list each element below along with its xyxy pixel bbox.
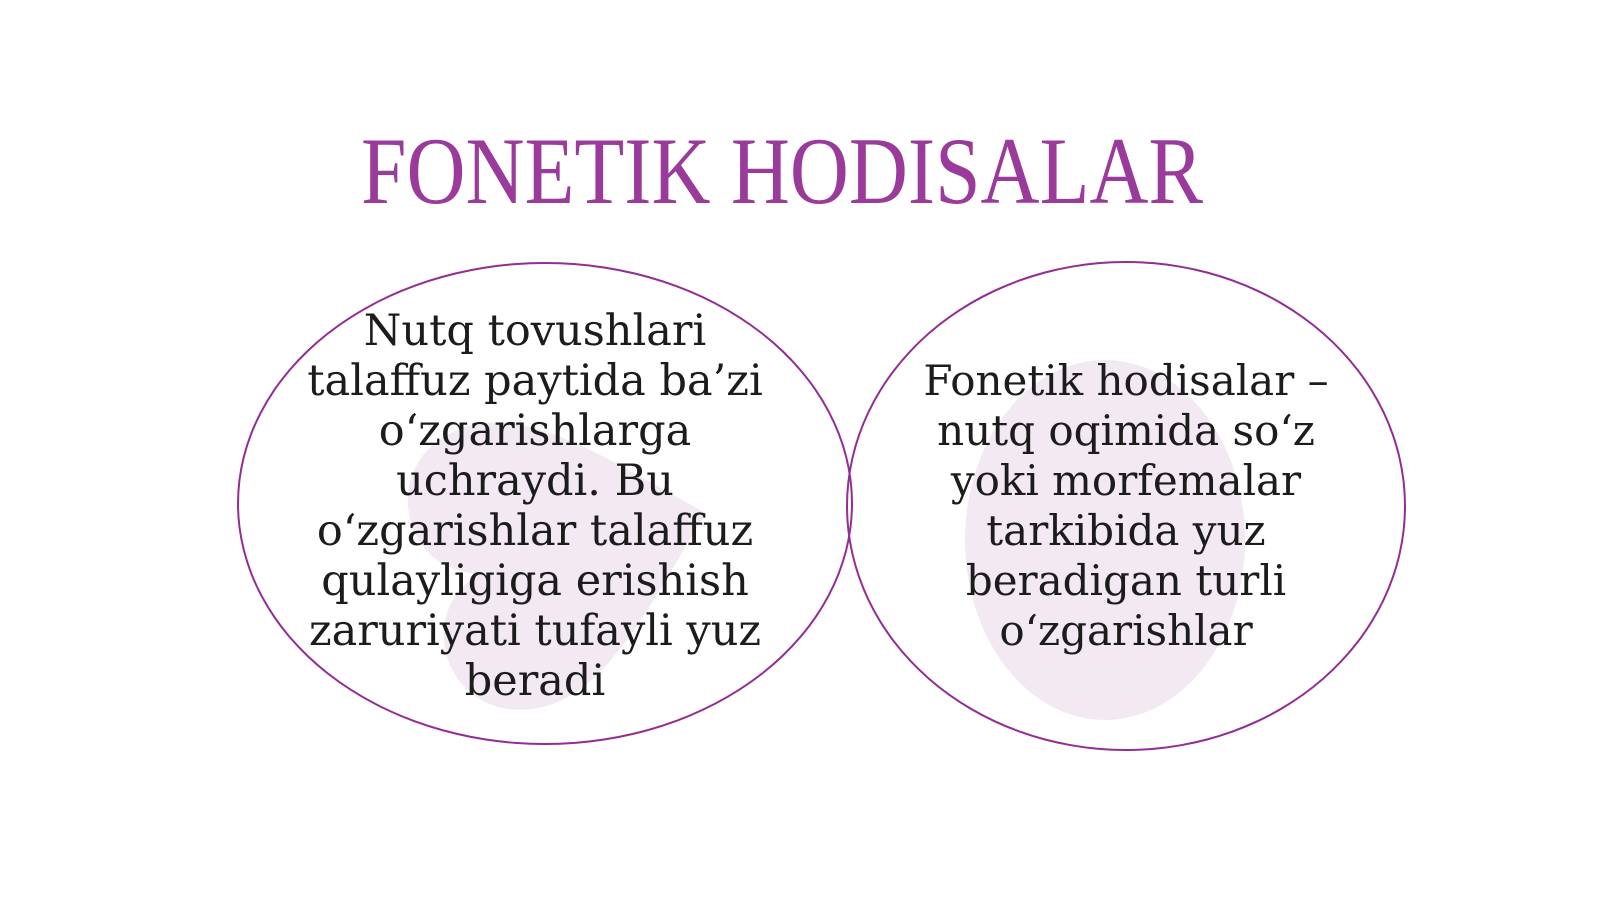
text-line: o‘zgarishlarga bbox=[378, 406, 692, 456]
left-ellipse-text bbox=[227, 306, 843, 706]
text-line: yoki morfemalar bbox=[950, 456, 1302, 505]
text-line: talaffuz paytida ba’zi bbox=[307, 356, 763, 406]
text-line: o‘zgarishlar bbox=[999, 606, 1253, 655]
text-line: zaruriyati tufayli yuz bbox=[308, 606, 762, 656]
text-line: uchraydi. Bu bbox=[396, 456, 674, 506]
text-line: beradi bbox=[464, 656, 606, 706]
text-line: Fonetik hodisalar – bbox=[923, 356, 1329, 405]
text-line: qulayligiga erishish bbox=[321, 556, 749, 606]
text-line: nutq oqimida so‘z bbox=[937, 406, 1315, 455]
slide-title: FONETIK HODISALAR bbox=[361, 118, 1203, 224]
text-line: Nutq tovushlari bbox=[363, 306, 707, 356]
text-line: tarkibida yuz bbox=[986, 506, 1266, 555]
right-ellipse-text bbox=[846, 356, 1406, 656]
text-line: beradigan turli bbox=[965, 556, 1287, 605]
text-line: o‘zgarishlar talaffuz bbox=[316, 506, 754, 556]
